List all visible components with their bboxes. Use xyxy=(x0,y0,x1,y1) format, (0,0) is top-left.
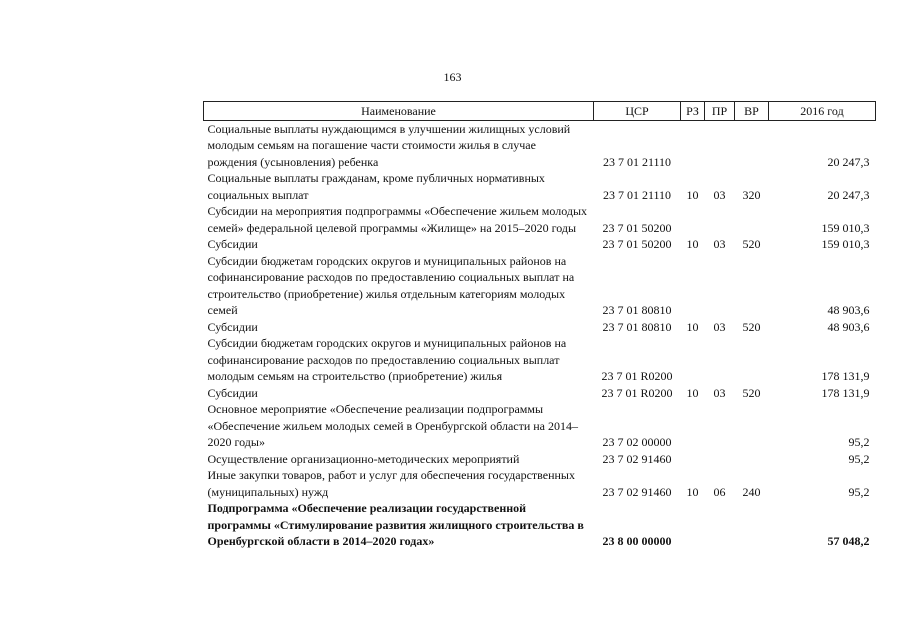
table-row xyxy=(204,253,876,319)
cell-amount: 95,2 xyxy=(848,435,870,449)
cell-amount: 178 131,9 xyxy=(821,385,870,400)
cell-name: Субсидии бюджетам городских округов и муниципальных районов на софинансирование расходов по предоставлению социальных выплат молодым семьям на строительство (приобретение) жилья xyxy=(207,336,567,383)
budget-table xyxy=(203,101,876,550)
table-row xyxy=(204,451,876,468)
cell-name: Субсидии бюджетам городских округов и муниципальных районов на софинансирование расходов по предоставлению социальных выплат на строительство (приобретение) жилья отдельным категориям молодых семей xyxy=(207,253,575,317)
table-row xyxy=(204,467,876,500)
cell-amount: 48 903,6 xyxy=(827,303,870,317)
cell-amount: 20 247,3 xyxy=(827,154,870,169)
cell-name: Социальные выплаты гражданам, кроме публичных нормативных социальных выплат xyxy=(207,171,545,202)
cell-csr: 23 7 01 21110 xyxy=(602,187,672,202)
cell-csr: 23 7 02 00000 xyxy=(602,435,672,449)
cell-amount: 95,2 xyxy=(848,451,870,466)
cell-csr: 23 7 01 R0200 xyxy=(601,369,673,383)
cell-pr: 03 xyxy=(713,237,726,251)
cell-csr: 23 8 00 00000 xyxy=(602,534,672,548)
table-row xyxy=(204,335,876,385)
cell-name: Подпрограмма «Обеспечение реализации государственной программы «Стимулирование развития жилищного строительства в Оренбургской области в 2014–2020 годах» xyxy=(207,501,584,548)
cell-rz xyxy=(681,401,705,451)
table-row xyxy=(204,385,876,402)
cell-name: Субсидии на мероприятия подпрограммы «Обеспечение жильем молодых семей» федеральной целевой программы «Жилище» на 2015–2020 годы xyxy=(207,204,588,235)
cell-rz xyxy=(681,120,705,170)
cell-amount: 159 010,3 xyxy=(821,220,870,235)
table-row xyxy=(204,203,876,236)
table-row xyxy=(204,500,876,550)
cell-csr: 23 7 01 50200 xyxy=(602,220,672,235)
cell-csr: 23 7 01 80810 xyxy=(602,303,672,317)
table-row xyxy=(204,319,876,336)
cell-name: Субсидии xyxy=(207,319,258,334)
cell-vr xyxy=(735,203,769,236)
cell-rz xyxy=(681,335,705,385)
cell-amount: 57 048,2 xyxy=(827,534,870,548)
cell-rz: 10 xyxy=(686,237,699,251)
cell-amount: 20 247,3 xyxy=(827,187,870,202)
cell-amount: 178 131,9 xyxy=(821,369,870,383)
cell-vr xyxy=(735,500,769,550)
cell-name: Иные закупки товаров, работ и услуг для обеспечения государственных (муниципальных) нужд xyxy=(207,468,575,499)
cell-vr: 520 xyxy=(742,319,761,334)
cell-vr: 240 xyxy=(742,484,761,499)
cell-pr: 03 xyxy=(713,385,726,400)
cell-rz xyxy=(681,253,705,319)
cell-vr xyxy=(735,253,769,319)
cell-pr xyxy=(705,253,735,319)
cell-pr: 06 xyxy=(713,484,726,499)
cell-pr xyxy=(705,500,735,550)
header-name: Наименование xyxy=(204,102,594,121)
cell-amount: 48 903,6 xyxy=(827,319,870,334)
cell-vr xyxy=(735,451,769,468)
cell-vr: 520 xyxy=(742,237,761,251)
cell-rz: 10 xyxy=(686,319,699,334)
cell-pr xyxy=(705,203,735,236)
cell-pr xyxy=(705,120,735,170)
cell-csr: 23 7 01 50200 xyxy=(602,237,672,251)
cell-csr: 23 7 01 R0200 xyxy=(601,385,673,400)
cell-csr: 23 7 01 80810 xyxy=(602,319,672,334)
cell-csr: 23 7 01 21110 xyxy=(602,154,672,169)
header-csr: ЦСР xyxy=(594,102,681,121)
cell-pr: 03 xyxy=(713,319,726,334)
cell-vr xyxy=(735,401,769,451)
cell-amount: 159 010,3 xyxy=(821,237,870,251)
page-number: 163 xyxy=(443,70,462,84)
cell-rz: 10 xyxy=(686,385,699,400)
cell-pr xyxy=(705,451,735,468)
cell-pr xyxy=(705,401,735,451)
table-row xyxy=(204,236,876,253)
header-year: 2016 год xyxy=(769,102,876,121)
cell-rz xyxy=(681,203,705,236)
cell-name: Социальные выплаты нуждающимся в улучшении жилищных условий молодым семьям на погашение части стоимости жилья в случае рождения (усыновления) ребенка xyxy=(207,121,571,169)
header-vr: ВР xyxy=(735,102,769,121)
cell-vr xyxy=(735,335,769,385)
table-row xyxy=(204,120,876,170)
cell-csr: 23 7 02 91460 xyxy=(602,484,672,499)
cell-vr: 520 xyxy=(742,385,761,400)
table-body xyxy=(204,120,876,550)
table-header xyxy=(204,102,876,121)
cell-vr xyxy=(735,120,769,170)
cell-rz xyxy=(681,451,705,468)
cell-csr: 23 7 02 91460 xyxy=(602,451,672,466)
cell-name: Субсидии xyxy=(207,385,258,400)
cell-pr xyxy=(705,335,735,385)
cell-name: Осуществление организационно-методических мероприятий xyxy=(207,451,520,466)
header-pr: ПР xyxy=(705,102,735,121)
cell-pr: 03 xyxy=(713,187,726,202)
table-row xyxy=(204,170,876,203)
cell-rz xyxy=(681,500,705,550)
cell-name: Основное мероприятие «Обеспечение реализации подпрограммы «Обеспечение жильем молодых семей в Оренбургской области на 2014–2020 годы» xyxy=(207,402,579,449)
cell-vr: 320 xyxy=(742,187,761,202)
table-header-row xyxy=(204,102,876,121)
table-row xyxy=(204,401,876,451)
cell-rz: 10 xyxy=(686,484,699,499)
header-rz: РЗ xyxy=(681,102,705,121)
cell-rz: 10 xyxy=(686,187,699,202)
cell-amount: 95,2 xyxy=(848,484,870,499)
cell-name: Субсидии xyxy=(207,237,258,251)
